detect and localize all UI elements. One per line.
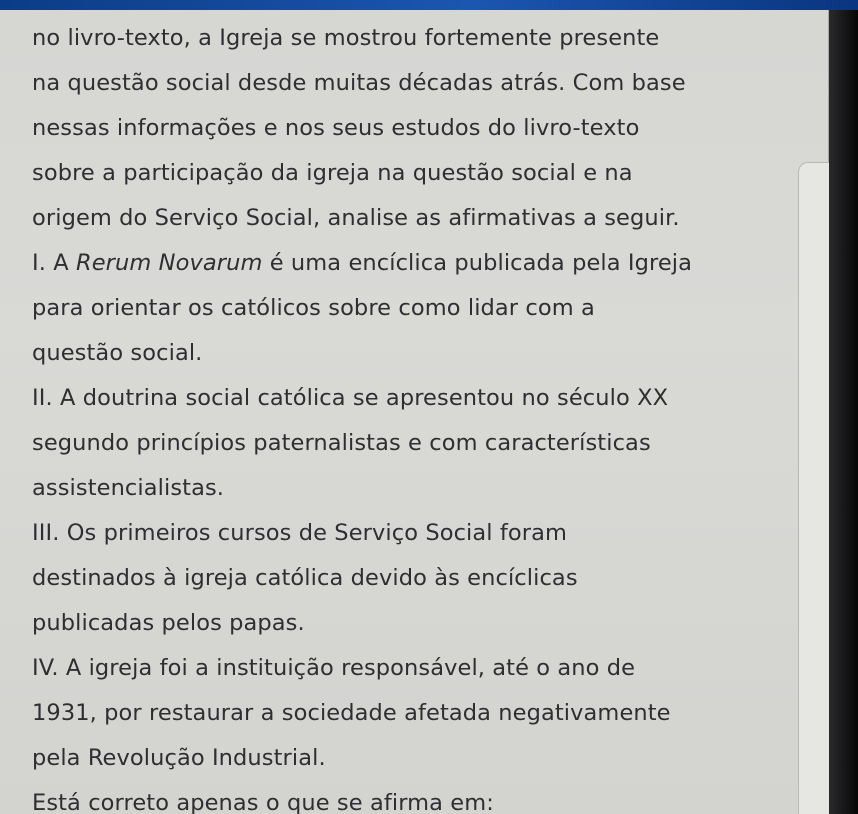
statement-iv-line-1: IV. A igreja foi a instituição responsável, até o ano de: [32, 655, 636, 681]
statement-iii-line-1: III. Os primeiros cursos de Serviço Social foram: [32, 520, 568, 546]
top-accent-bar: [0, 0, 858, 10]
question-text: [32, 16, 792, 814]
statement-iii-line-2: destinados à igreja católica devido às encíclicas: [32, 565, 578, 591]
statement-i-line-2: para orientar os católicos sobre como lidar com a: [32, 295, 595, 321]
screen-bezel-edge: [829, 10, 858, 814]
intro-line-4: sobre a participação da igreja na questão social e na: [32, 160, 633, 186]
statement-ii-line-3: assistencialistas.: [32, 475, 225, 501]
encyclical-title: Rerum Novarum: [75, 250, 263, 276]
intro-line-1: no livro-texto, a Igreja se mostrou fortemente presente: [32, 25, 660, 51]
statement-iii-line-3: publicadas pelos papas.: [32, 610, 305, 636]
scrollbar-thumb[interactable]: [798, 162, 829, 814]
intro-line-3: nessas informações e nos seus estudos do livro-texto: [32, 115, 640, 141]
intro-line-5: origem do Serviço Social, analise as afirmativas a seguir.: [32, 205, 680, 231]
statement-i-line-1: [32, 241, 792, 286]
statement-i-rest: é uma encíclica publicada pela Igreja: [262, 250, 693, 276]
statement-ii-line-1: II. A doutrina social católica se apresentou no século XX: [32, 385, 669, 411]
intro-line-2: na questão social desde muitas décadas atrás. Com base: [32, 70, 686, 96]
statement-ii-line-2: segundo princípios paternalistas e com características: [32, 430, 651, 456]
statement-i-prefix: I. A: [32, 250, 76, 276]
statement-i-line-3: questão social.: [32, 340, 203, 366]
answer-prompt: Está correto apenas o que se afirma em:: [32, 790, 494, 814]
statement-iv-line-2: 1931, por restaurar a sociedade afetada negativamente: [32, 700, 671, 726]
statement-iv-line-3: pela Revolução Industrial.: [32, 745, 326, 771]
